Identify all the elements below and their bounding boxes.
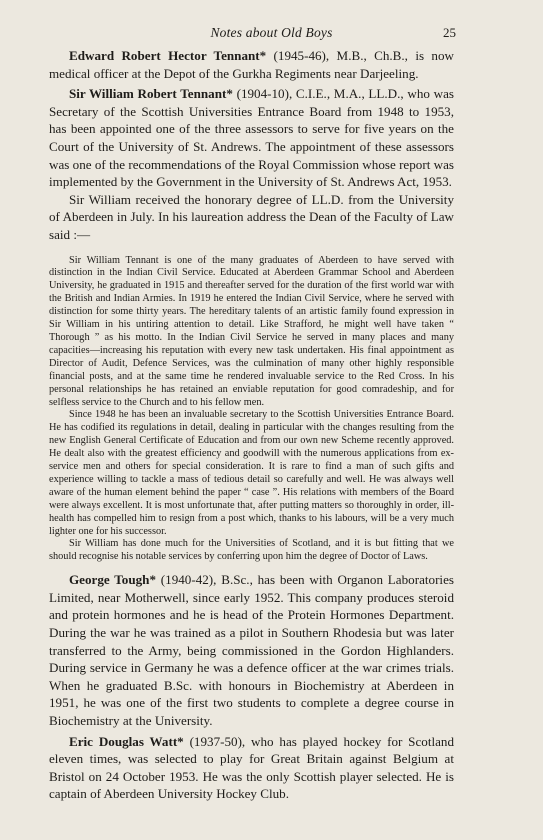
entry-tennant-william bbox=[49, 85, 454, 191]
quote-paragraph: Sir William Tennant is one of the many graduates of Aberdeen to have served with distinction in the Indian Civil Service. Educated at Aberdeen Grammar School and Aberdeen University, he graduated in 1915 and thereafter served for the duration of the first world war with the British and Indian Armies. In 1919 he entered the Indian Civil Service, where he served with distinction for some thirty years. The hereditary talents of an artistic family found expression in Sir William in his untiring attention to detail. Like Strafford, he might well have taken “ Thorough ” as his motto. In the Indian Civil Service he served in many places and many capacities—increasing his reputation with every new task undertaken. His final appointment as Director of Audit, Defence Services, was the culmination of many other highly responsible financial posts, and at the same time he rendered invaluable service to the Red Cross. In his personal relationships he has retained an enviable reputation for good comradeship, and for selfless service to the Church and to his fellow men. bbox=[49, 254, 454, 408]
entry-tough-george bbox=[49, 571, 454, 729]
entry-name: Eric Douglas Watt* bbox=[69, 733, 184, 749]
entry-tennant-william-continued: Sir William received the honorary degree of LL.D. from the University of Aberdeen in July. In his laureation address the Dean of the Faculty of Law said :— bbox=[49, 191, 454, 242]
running-title: Notes about Old Boys bbox=[210, 25, 333, 40]
page-body bbox=[49, 47, 454, 803]
entry-text: (1940-42), B.Sc., has been with Organon Laboratories Limited, near Motherwell, since early 1952. This company produces steroid and protein hormones and he is head of the Protein Hormones Department. During the war he was trained as a pilot in Southern Rhodesia but was later transferred to the Army, being commissioned in the Gordon Highlanders. During service in Germany he was a defence officer at the war crimes trials. When he graduated B.Sc. with honours in Biochemistry at Aberdeen in 1951, he was one of the first two students to complete a degree course in Biochemistry at the University. bbox=[49, 572, 454, 729]
entry-tennant-edward bbox=[49, 47, 454, 82]
quote-paragraph: Sir William has done much for the Universities of Scotland, and it is but fitting that we should recognise his notable services by conferring upon him the degree of Doctor of Laws. bbox=[49, 538, 454, 563]
entry-text: (1945-46), M.B., Ch.B., is now medical officer at the Depot of the Gurkha Regiments near Darjeeling. bbox=[49, 48, 454, 81]
entry-text: (1937-50), who has played hockey for Scotland eleven times, was selected to play for Great Britain against Belgium at Bristol on 24 October 1953. He was the only Scottish player selected. He is captain of Aberdeen University Hockey Club. bbox=[49, 733, 455, 802]
page-header bbox=[0, 25, 543, 47]
page-number: 25 bbox=[443, 25, 456, 40]
entry-watt-eric bbox=[49, 733, 454, 803]
entry-text: (1904-10), C.I.E., M.A., LL.D., who was Secretary of the Scottish Universities Entrance Board from 1948 to 1953, has been appointed one of the three assessors to serve for five years on the Court of the University of St. Andrews. The appointment of these assessors was one of the recommendations of the Royal Commission whose report was implemented by the Government in the University of St. Andrews Act, 1953. bbox=[49, 86, 454, 190]
entry-name: Sir William Robert Tennant* bbox=[69, 86, 233, 102]
entry-name: George Tough* bbox=[69, 572, 156, 588]
laureation-quotation bbox=[49, 255, 454, 565]
entry-name: Edward Robert Hector Tennant* bbox=[69, 48, 267, 63]
quote-paragraph: Since 1948 he has been an invaluable secretary to the Scottish Universities Entrance Board. He has codified its regulations in detail, dealing in particular with the changes resulting from the new English General Certificate of Education and from our own new Scheme recently approved. He dealt also with the greatest efficiency and goodwill with the numerous applications from ex-service men and others for special consideration. It is rare to find a man of such gifts and experience willing to tackle a mass of tedious detail so carefully and well. He was always well aware of the human element behind the paper “ case ”. His relations with members of the Board were always excellent. It is most unfortunate that, after putting matters so thoroughly in order, ill-health has compelled him to resign from a post which, thanks to his labours, will be a very much lighter one for his successor. bbox=[49, 409, 454, 537]
